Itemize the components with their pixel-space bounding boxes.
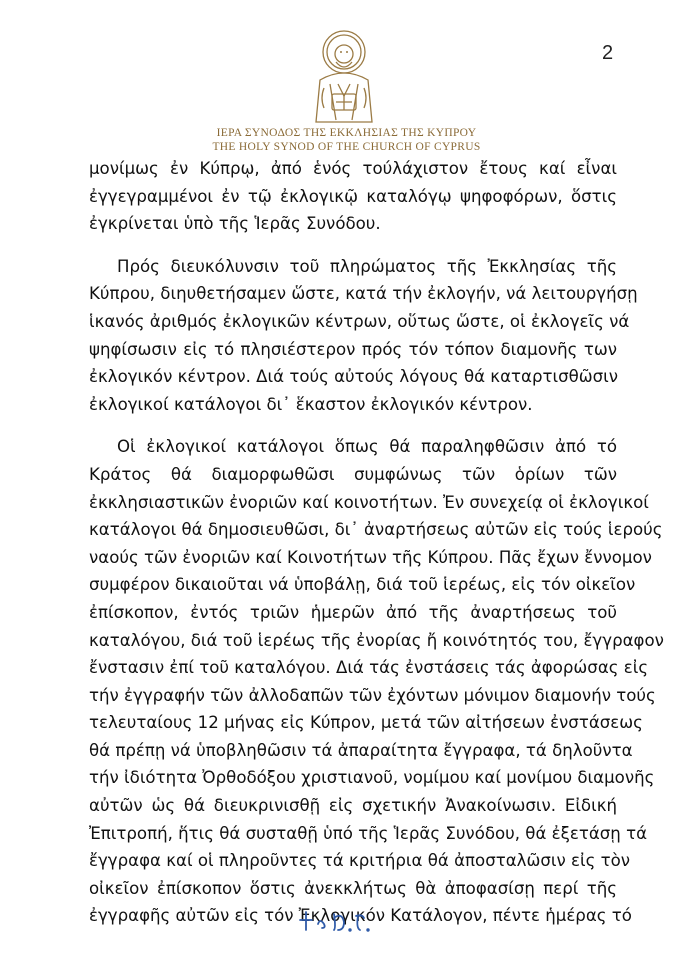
text-line: Ἐπιτροπή, ἥτις θά συσταθῇ ὑπό τῆς Ἱερᾶς Συνόδου, θά ἐξετάσῃ τά <box>89 823 648 843</box>
text-line: κατάλογοι θά δημοσιευθῶσι, δι᾽ ἀναρτήσεως αὐτῶν εἰς τούς ἱερούς <box>89 520 663 540</box>
text-line: οἰκεῖον ἐπίσκοπον ὅστις ἀνεκκλήτως θὰ ἀποφασίσῃ περί τῆς <box>89 878 617 898</box>
text-line: ψηφίσωσιν εἰς τό πλησιέστερον πρός τόν τόπον διαμονῆς των <box>89 339 617 359</box>
letter-body <box>89 155 664 945</box>
text-line: ἐκλογικοί κατάλογοι δι᾽ ἕκαστον ἐκλογικόν κέντρον. <box>89 394 533 414</box>
header-english-title: THE HOLY SYNOD OF THE CHURCH OF CYPRUS <box>212 141 481 153</box>
text-line: ἐπίσκοπον, ἐντός τριῶν ἡμερῶν ἀπό τῆς ἀναρτήσεως τοῦ <box>89 602 617 622</box>
handwritten-initials-signature <box>296 900 386 940</box>
text-line: τελευταίους 12 μήνας εἰς Κύπρον, μετά τῶν αἰτήσεων ἐνστάσεως <box>89 713 643 733</box>
text-line: θά πρέπῃ νά ὑποβληθῶσιν τά ἀπαραίτητα ἔγγραφα, τά δηλοῦντα <box>89 740 633 760</box>
text-line: ἱκανός ἀριθμός ἐκλογικῶν κέντρων, οὕτως ὥστε, οἱ ἐκλογεῖς νά <box>89 311 630 331</box>
text-line: ἐγγεγραμμένοι ἐν τῷ ἐκλογικῷ καταλόγῳ ψηφοφόρων, ὅστις <box>89 186 617 206</box>
text-line: ἐγκρίνεται ὑπὸ τῆς Ἱερᾶς Συνόδου. <box>89 214 381 234</box>
text-line: Πρός διευκόλυνσιν τοῦ πληρώματος τῆς Ἐκκλησίας τῆς <box>117 256 617 276</box>
text-line: τήν ἰδιότητα Ὀρθοδόξου χριστιανοῦ, νομίμου καί μονίμου διαμονῆς <box>89 768 655 788</box>
paragraph-1 <box>89 155 617 238</box>
text-line: ἔνστασιν ἐπί τοῦ καταλόγου. Διά τάς ἐνστάσεις τάς ἀφορώσας εἰς <box>89 658 649 678</box>
text-line: ἐκκλησιαστικῶν ἐνοριῶν καί κοινοτήτων. Ἐν συνεχείᾳ οἱ ἐκλογικοί <box>89 492 649 512</box>
page-number: 2 <box>602 42 614 64</box>
text-line: μονίμως ἐν Κύπρῳ, ἀπό ἑνός τούλάχιστον ἔτους καί εἶναι <box>89 159 617 178</box>
text-line: Κράτος θά διαμορφωθῶσι συμφώνως τῶν ὁρίων τῶν <box>89 464 617 484</box>
text-line: τήν ἐγγραφήν τῶν ἀλλοδαπῶν τῶν ἐχόντων μόνιμον διαμονήν τούς <box>89 685 656 705</box>
text-line: ἐγγραφῆς αὐτῶν εἰς τόν Ἐκλογικόν Κατάλογον, πέντε ἡμέρας τό <box>89 906 632 926</box>
text-line: ἐκλογικόν κέντρον. Διά τούς αὐτούς λόγους θά καταρτισθῶσιν <box>89 367 619 387</box>
text-line: Οἱ ἐκλογικοί κατάλογοι ὅπως θά παραληφθῶσιν ἀπό τό <box>117 437 617 457</box>
paragraph-3 <box>89 433 664 930</box>
text-line: ἔγγραφα καί οἱ πληροῦντες τά κριτήρια θά ἀποσταλῶσιν εἰς τὸν <box>89 851 631 871</box>
text-line: καταλόγου, διά τοῦ ἱερέως τῆς ἐνορίας ἤ κοινότητός του, ἔγγραφον <box>89 630 664 650</box>
text-line: αὐτῶν ὡς θά διευκρινισθῇ εἰς σχετικήν Ἀνακοίνωσιν. Εἰδική <box>89 796 617 816</box>
paragraph-2 <box>89 253 638 419</box>
saint-icon-emblem <box>306 22 382 124</box>
text-line: ναούς τῶν ἐνοριῶν καί Κοινοτήτων τῆς Κύπρου. Πᾶς ἔχων ἔννομον <box>89 547 652 567</box>
header-greek-title: ΙΕΡΑ ΣΥΝΟΔΟΣ ΤΗΣ ΕΚΚΛΗΣΙΑΣ ΤΗΣ ΚΥΠΡΟΥ <box>216 127 477 139</box>
text-line: Κύπρου, διηυθετήσαμεν ὥστε, κατά τήν ἐκλογήν, νά λειτουργήσῃ <box>89 284 638 304</box>
text-line: συμφέρον δικαιοῦται νά ὑποβάλῃ, διά τοῦ ἱερέως, εἰς τόν οἰκεῖον <box>89 575 636 595</box>
